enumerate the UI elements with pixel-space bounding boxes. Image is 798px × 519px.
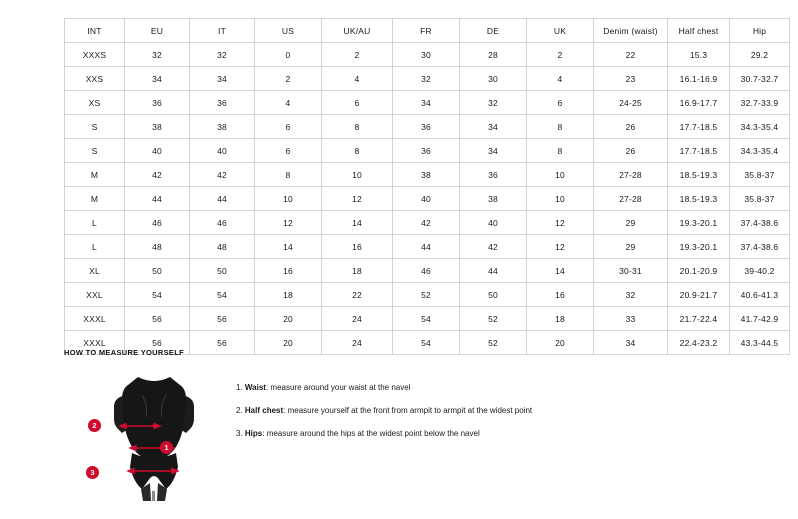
cell-uk: 10 (527, 187, 594, 211)
mannequin-figure (90, 371, 214, 501)
cell-uk-au: 2 (322, 43, 393, 67)
cell-int: M (65, 163, 125, 187)
cell-eu: 36 (125, 91, 190, 115)
cell-hip: 30.7-32.7 (730, 67, 790, 91)
cell-fr: 30 (393, 43, 460, 67)
cell-hip: 32.7-33.9 (730, 91, 790, 115)
cell-half-chest: 20.1-20.9 (668, 259, 730, 283)
cell-denim-waist: 26 (594, 139, 668, 163)
cell-fr: 36 (393, 115, 460, 139)
column-header-fr: FR (393, 19, 460, 43)
cell-us: 14 (255, 235, 322, 259)
cell-fr: 32 (393, 67, 460, 91)
table-row (65, 235, 790, 259)
cell-half-chest: 17.7-18.5 (668, 115, 730, 139)
table-row (65, 283, 790, 307)
cell-fr: 36 (393, 139, 460, 163)
cell-half-chest: 19.3-20.1 (668, 211, 730, 235)
note-term-hips: Hips (244, 429, 263, 438)
cell-uk-au: 24 (322, 307, 393, 331)
cell-it: 44 (190, 187, 255, 211)
column-header-denim-waist: Denim (waist) (594, 19, 668, 43)
bullet-marker-1: 1 (160, 441, 173, 454)
cell-it: 40 (190, 139, 255, 163)
how-to-measure-section (64, 348, 734, 501)
column-header-uk-au: UK/AU (322, 19, 393, 43)
cell-de: 52 (460, 307, 527, 331)
cell-eu: 54 (125, 283, 190, 307)
cell-hip: 39-40.2 (730, 259, 790, 283)
measure-note-waist (236, 383, 532, 393)
cell-uk: 18 (527, 307, 594, 331)
table-header-row (65, 19, 790, 43)
cell-it: 56 (190, 331, 255, 355)
cell-half-chest: 15.3 (668, 43, 730, 67)
cell-us: 8 (255, 163, 322, 187)
cell-uk-au: 16 (322, 235, 393, 259)
cell-hip: 41.7-42.9 (730, 307, 790, 331)
cell-it: 54 (190, 283, 255, 307)
cell-us: 12 (255, 211, 322, 235)
cell-uk: 6 (527, 91, 594, 115)
cell-hip: 40.6-41.3 (730, 283, 790, 307)
cell-uk-au: 22 (322, 283, 393, 307)
cell-it: 34 (190, 67, 255, 91)
cell-de: 34 (460, 139, 527, 163)
cell-int: XS (65, 91, 125, 115)
cell-hip: 35.8-37 (730, 187, 790, 211)
note-text-half-chest: : measure yourself at the front from armpit to armpit at the widest point (283, 406, 533, 415)
cell-denim-waist: 29 (594, 235, 668, 259)
cell-denim-waist: 32 (594, 283, 668, 307)
cell-it: 56 (190, 307, 255, 331)
cell-us: 16 (255, 259, 322, 283)
column-header-de: DE (460, 19, 527, 43)
cell-us: 20 (255, 307, 322, 331)
bullet-marker-2: 2 (88, 419, 101, 432)
cell-int: S (65, 139, 125, 163)
table-header (65, 19, 790, 43)
how-to-measure-title: HOW TO MEASURE YOURSELF (64, 348, 184, 357)
cell-int: XXXL (65, 331, 125, 355)
cell-uk-au: 6 (322, 91, 393, 115)
column-header-int: INT (65, 19, 125, 43)
cell-uk-au: 24 (322, 331, 393, 355)
cell-int: XXXL (65, 307, 125, 331)
cell-fr: 54 (393, 331, 460, 355)
cell-hip: 34.3-35.4 (730, 139, 790, 163)
cell-de: 38 (460, 187, 527, 211)
cell-uk: 12 (527, 211, 594, 235)
cell-de: 36 (460, 163, 527, 187)
measure-notes (236, 371, 532, 452)
cell-it: 48 (190, 235, 255, 259)
cell-denim-waist: 27-28 (594, 163, 668, 187)
table-row (65, 67, 790, 91)
cell-eu: 44 (125, 187, 190, 211)
note-term-half-chest: Half chest (244, 406, 284, 415)
cell-us: 10 (255, 187, 322, 211)
cell-uk: 14 (527, 259, 594, 283)
cell-eu: 34 (125, 67, 190, 91)
cell-us: 6 (255, 139, 322, 163)
cell-de: 32 (460, 91, 527, 115)
bullet-marker-3: 3 (86, 466, 99, 479)
column-header-it: IT (190, 19, 255, 43)
column-header-eu: EU (125, 19, 190, 43)
cell-uk: 4 (527, 67, 594, 91)
column-header-us: US (255, 19, 322, 43)
cell-uk: 8 (527, 115, 594, 139)
cell-us: 4 (255, 91, 322, 115)
cell-uk: 10 (527, 163, 594, 187)
cell-de: 50 (460, 283, 527, 307)
cell-eu: 38 (125, 115, 190, 139)
cell-int: XXS (65, 67, 125, 91)
table-row (65, 211, 790, 235)
cell-us: 18 (255, 283, 322, 307)
cell-us: 20 (255, 331, 322, 355)
cell-fr: 44 (393, 235, 460, 259)
cell-uk-au: 10 (322, 163, 393, 187)
cell-it: 42 (190, 163, 255, 187)
cell-fr: 34 (393, 91, 460, 115)
cell-eu: 42 (125, 163, 190, 187)
cell-fr: 46 (393, 259, 460, 283)
measure-note-half-chest (236, 406, 532, 416)
how-to-measure-body (64, 371, 734, 501)
cell-half-chest: 18.5-19.3 (668, 187, 730, 211)
note-index-2: 2. (236, 406, 243, 415)
cell-half-chest: 21.7-22.4 (668, 307, 730, 331)
cell-de: 40 (460, 211, 527, 235)
cell-fr: 54 (393, 307, 460, 331)
table-row (65, 43, 790, 67)
cell-us: 2 (255, 67, 322, 91)
cell-fr: 52 (393, 283, 460, 307)
column-header-uk: UK (527, 19, 594, 43)
cell-de: 28 (460, 43, 527, 67)
table-body (65, 43, 790, 355)
cell-fr: 38 (393, 163, 460, 187)
cell-de: 52 (460, 331, 527, 355)
table-row (65, 307, 790, 331)
note-text-waist: : measure around your waist at the navel (265, 383, 411, 392)
measure-note-hips (236, 429, 532, 439)
table-row (65, 139, 790, 163)
cell-uk: 20 (527, 331, 594, 355)
cell-int: L (65, 235, 125, 259)
cell-uk: 2 (527, 43, 594, 67)
cell-uk-au: 18 (322, 259, 393, 283)
cell-denim-waist: 22 (594, 43, 668, 67)
cell-denim-waist: 24-25 (594, 91, 668, 115)
cell-denim-waist: 30-31 (594, 259, 668, 283)
cell-int: XL (65, 259, 125, 283)
cell-hip: 34.3-35.4 (730, 115, 790, 139)
table-row (65, 259, 790, 283)
table-row (65, 187, 790, 211)
cell-us: 0 (255, 43, 322, 67)
cell-hip: 43.3-44.5 (730, 331, 790, 355)
note-text-hips: : measure around the hips at the widest point below the navel (262, 429, 480, 438)
cell-half-chest: 16.1-16.9 (668, 67, 730, 91)
cell-uk: 16 (527, 283, 594, 307)
table-row (65, 163, 790, 187)
cell-hip: 29.2 (730, 43, 790, 67)
cell-eu: 56 (125, 307, 190, 331)
cell-it: 46 (190, 211, 255, 235)
note-index-3: 3. (236, 429, 243, 438)
cell-half-chest: 19.3-20.1 (668, 235, 730, 259)
cell-int: XXL (65, 283, 125, 307)
cell-hip: 35.8-37 (730, 163, 790, 187)
cell-eu: 48 (125, 235, 190, 259)
column-header-hip: Hip (730, 19, 790, 43)
note-index-1: 1. (236, 383, 243, 392)
cell-denim-waist: 27-28 (594, 187, 668, 211)
cell-it: 38 (190, 115, 255, 139)
cell-denim-waist: 29 (594, 211, 668, 235)
cell-de: 42 (460, 235, 527, 259)
cell-uk-au: 4 (322, 67, 393, 91)
mannequin-illustration-icon (94, 371, 214, 501)
cell-de: 44 (460, 259, 527, 283)
cell-half-chest: 18.5-19.3 (668, 163, 730, 187)
cell-de: 34 (460, 115, 527, 139)
cell-de: 30 (460, 67, 527, 91)
cell-uk-au: 12 (322, 187, 393, 211)
cell-hip: 37.4-38.6 (730, 211, 790, 235)
cell-half-chest: 22.4-23.2 (668, 331, 730, 355)
cell-int: L (65, 211, 125, 235)
cell-denim-waist: 33 (594, 307, 668, 331)
cell-it: 32 (190, 43, 255, 67)
cell-it: 50 (190, 259, 255, 283)
size-chart-container (64, 18, 779, 355)
cell-uk-au: 8 (322, 139, 393, 163)
cell-fr: 40 (393, 187, 460, 211)
cell-uk: 8 (527, 139, 594, 163)
cell-denim-waist: 34 (594, 331, 668, 355)
cell-uk: 12 (527, 235, 594, 259)
cell-int: M (65, 187, 125, 211)
cell-eu: 46 (125, 211, 190, 235)
note-term-waist: Waist (244, 383, 266, 392)
cell-int: S (65, 115, 125, 139)
cell-half-chest: 20.9-21.7 (668, 283, 730, 307)
cell-half-chest: 16.9-17.7 (668, 91, 730, 115)
cell-fr: 42 (393, 211, 460, 235)
table-row (65, 91, 790, 115)
cell-denim-waist: 26 (594, 115, 668, 139)
cell-uk-au: 8 (322, 115, 393, 139)
column-header-half-chest: Half chest (668, 19, 730, 43)
cell-half-chest: 17.7-18.5 (668, 139, 730, 163)
cell-denim-waist: 23 (594, 67, 668, 91)
cell-eu: 56 (125, 331, 190, 355)
cell-eu: 32 (125, 43, 190, 67)
cell-uk-au: 14 (322, 211, 393, 235)
cell-int: XXXS (65, 43, 125, 67)
size-chart-table (64, 18, 790, 355)
cell-eu: 50 (125, 259, 190, 283)
cell-hip: 37.4-38.6 (730, 235, 790, 259)
cell-us: 6 (255, 115, 322, 139)
cell-it: 36 (190, 91, 255, 115)
table-row (65, 115, 790, 139)
cell-eu: 40 (125, 139, 190, 163)
